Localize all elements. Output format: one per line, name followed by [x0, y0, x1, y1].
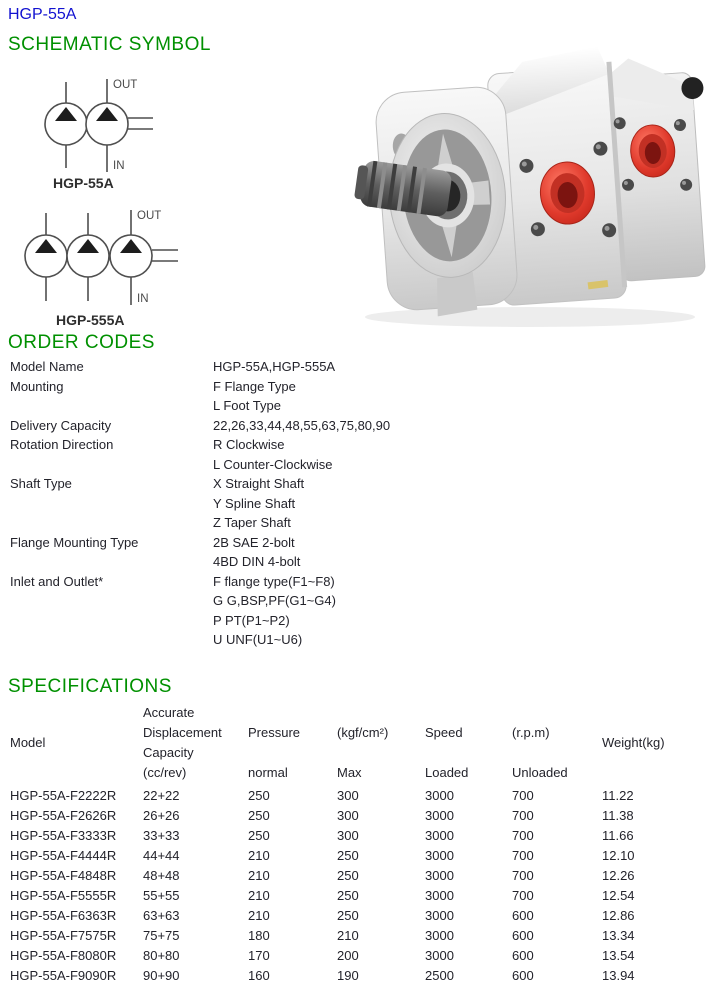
spec-cell-model: HGP-55A-F2222R [10, 788, 117, 803]
order-code-value: 2B SAE 2-bolt [213, 534, 295, 550]
spec-row [10, 886, 705, 906]
pump-symbol-lines [45, 79, 153, 172]
order-code-value: Z Taper Shaft [213, 515, 291, 530]
spec-cell-speed-unloaded: 700 [512, 808, 534, 823]
out-port-label: OUT [137, 210, 162, 222]
spec-cell-weight: 13.54 [602, 948, 635, 963]
spec-cell-speed-loaded: 3000 [425, 848, 454, 863]
spec-cell-pressure-max: 190 [337, 968, 359, 983]
spec-row [10, 806, 705, 826]
order-code-label: Delivery Capacity [10, 417, 112, 433]
spec-cell-displacement: 63+63 [143, 908, 180, 923]
spec-cell-model: HGP-55A-F4848R [10, 868, 117, 883]
spec-cell-pressure-normal: 210 [248, 908, 270, 923]
spec-cell-pressure-max: 300 [337, 788, 359, 803]
spec-cell-speed-loaded: 3000 [425, 948, 454, 963]
spec-cell-pressure-normal: 250 [248, 808, 270, 823]
pump-body-group [343, 39, 713, 321]
spec-cell-pressure-max: 250 [337, 848, 359, 863]
order-code-value: 22,26,33,44,48,55,63,75,80,90 [213, 417, 391, 433]
spec-cell-speed-unloaded: 700 [512, 848, 534, 863]
spec-cell-speed-unloaded: 700 [512, 788, 534, 803]
spec-cell-displacement: 55+55 [143, 888, 180, 903]
order-code-value: F Flange Type [213, 378, 296, 394]
order-code-label [10, 552, 213, 572]
spec-cell-pressure-normal: 250 [248, 788, 270, 803]
spec-cell-speed-loaded: 3000 [425, 888, 454, 903]
spec-row [10, 866, 705, 886]
spec-cell-weight: 11.22 [602, 788, 634, 803]
order-code-label: Shaft Type [10, 476, 72, 491]
order-code-value: HGP-55A,HGP-555A [213, 359, 336, 374]
col-header-displacement: Accurate Displacement Capacity (cc/rev) [143, 705, 222, 780]
page-title: HGP-55A [8, 6, 77, 23]
order-code-label: Inlet and Outlet* [10, 573, 104, 589]
spec-row [10, 926, 705, 946]
spec-cell-model: HGP-55A-F5555R [10, 888, 117, 903]
order-code-value: L Foot Type [213, 398, 281, 413]
spec-cell-pressure-max: 250 [337, 908, 359, 923]
spec-cell-speed-unloaded: 700 [512, 868, 534, 883]
col-header-kgf: (kgf/cm²) Max [337, 725, 389, 780]
spec-cell-speed-unloaded: 600 [512, 908, 534, 923]
spec-cell-pressure-normal: 170 [248, 948, 270, 963]
order-codes-table [10, 357, 490, 650]
col-header-pressure: Pressure normal [248, 725, 301, 780]
order-code-label [10, 513, 213, 533]
flange-cutout [435, 272, 478, 317]
order-code-value: Y Spline Shaft [213, 495, 296, 511]
order-code-value: R Clockwise [213, 437, 285, 452]
order-code-label [10, 455, 213, 475]
spec-cell-model: HGP-55A-F2626R [10, 808, 117, 823]
out-port-label: OUT [113, 79, 138, 91]
spec-cell-weight: 12.26 [602, 868, 635, 883]
section-heading-schematic: SCHEMATIC SYMBOL [8, 34, 211, 55]
spec-cell-speed-unloaded: 600 [512, 928, 534, 943]
col-header-speed: Speed Loaded [425, 725, 469, 780]
spec-cell-displacement: 75+75 [143, 928, 180, 943]
spec-row [10, 966, 705, 986]
spec-row [10, 946, 705, 966]
col-header-model: Model [10, 735, 46, 750]
spec-cell-speed-loaded: 3000 [425, 908, 454, 923]
schematic-hgp-55a [20, 76, 180, 194]
order-code-value: 4BD DIN 4-bolt [213, 554, 301, 569]
spec-cell-speed-loaded: 3000 [425, 828, 454, 843]
spec-cell-weight: 13.94 [602, 968, 635, 983]
schematic-caption: HGP-55A [53, 175, 114, 191]
spec-cell-model: HGP-55A-F4444R [10, 848, 117, 863]
order-code-label [10, 591, 213, 611]
col-header-weight: Weight(kg) [602, 735, 665, 750]
spec-cell-displacement: 26+26 [143, 808, 180, 823]
spec-cell-pressure-max: 210 [337, 928, 359, 943]
order-code-value: X Straight Shaft [213, 476, 305, 491]
spec-row [10, 846, 705, 866]
order-code-value: P PT(P1~P2) [213, 612, 290, 628]
schematic-caption: HGP-555A [56, 312, 125, 328]
spec-cell-weight: 11.66 [602, 828, 634, 843]
spec-cell-weight: 13.34 [602, 928, 635, 943]
product-photo-pump [335, 38, 713, 330]
section-heading-specifications: SPECIFICATIONS [8, 676, 172, 697]
order-code-value: L Counter-Clockwise [213, 456, 333, 472]
spec-cell-speed-loaded: 3000 [425, 788, 454, 803]
spec-cell-pressure-normal: 160 [248, 968, 270, 983]
spec-cell-pressure-normal: 250 [248, 828, 270, 843]
spec-cell-weight: 12.10 [602, 848, 635, 863]
order-code-label [10, 396, 213, 416]
spec-cell-model: HGP-55A-F9090R [10, 968, 117, 983]
spec-cell-speed-loaded: 2500 [425, 968, 454, 983]
section-heading-order-codes: ORDER CODES [8, 332, 155, 353]
spec-cell-speed-loaded: 3000 [425, 868, 454, 883]
spec-cell-speed-unloaded: 600 [512, 948, 534, 963]
spec-cell-pressure-max: 250 [337, 888, 359, 903]
order-code-label: Flange Mounting Type [10, 534, 139, 550]
spec-cell-speed-unloaded: 700 [512, 828, 534, 843]
spec-cell-pressure-max: 300 [337, 808, 359, 823]
spec-cell-model: HGP-55A-F6363R [10, 908, 117, 923]
spec-cell-pressure-normal: 210 [248, 888, 270, 903]
spec-row [10, 786, 705, 806]
spec-cell-model: HGP-55A-F8080R [10, 948, 117, 963]
order-code-label [10, 611, 213, 631]
spec-cell-displacement: 90+90 [143, 968, 180, 983]
pump-symbol-lines [25, 210, 178, 305]
spec-cell-speed-loaded: 3000 [425, 928, 454, 943]
spec-cell-weight: 12.54 [602, 888, 635, 903]
schematic-hgp-555a [18, 205, 198, 331]
col-header-rpm: (r.p.m) Unloaded [512, 725, 568, 780]
spec-cell-pressure-max: 200 [337, 948, 359, 963]
spec-row [10, 906, 705, 926]
spec-cell-weight: 11.38 [602, 808, 634, 823]
order-code-label: Mounting [10, 378, 64, 394]
spec-row [10, 826, 705, 846]
in-port-label: IN [137, 293, 149, 305]
spec-cell-speed-unloaded: 700 [512, 888, 534, 903]
order-code-label: Rotation Direction [10, 437, 114, 452]
spec-cell-displacement: 44+44 [143, 848, 180, 863]
order-code-value: F flange type(F1~F8) [213, 573, 335, 589]
spec-cell-pressure-max: 300 [337, 828, 359, 843]
order-code-label [10, 494, 213, 514]
spec-cell-pressure-max: 250 [337, 868, 359, 883]
order-code-value: U UNF(U1~U6) [213, 632, 303, 647]
spec-cell-pressure-normal: 210 [248, 848, 270, 863]
spec-cell-displacement: 80+80 [143, 948, 180, 963]
spec-cell-model: HGP-55A-F7575R [10, 928, 117, 943]
spec-cell-displacement: 22+22 [143, 788, 180, 803]
specs-table-body [10, 786, 705, 986]
spec-cell-speed-unloaded: 600 [512, 968, 534, 983]
specs-table-header [10, 703, 705, 783]
order-code-label: Model Name [10, 359, 84, 374]
in-port-label: IN [113, 160, 125, 172]
spec-cell-model: HGP-55A-F3333R [10, 828, 117, 843]
spec-cell-pressure-normal: 180 [248, 928, 270, 943]
spec-cell-weight: 12.86 [602, 908, 635, 923]
order-code-label [10, 630, 213, 650]
spec-cell-displacement: 48+48 [143, 868, 180, 883]
spec-cell-speed-loaded: 3000 [425, 808, 454, 823]
spec-cell-pressure-normal: 210 [248, 868, 270, 883]
order-code-value: G G,BSP,PF(G1~G4) [213, 593, 336, 608]
spec-cell-displacement: 33+33 [143, 828, 180, 843]
